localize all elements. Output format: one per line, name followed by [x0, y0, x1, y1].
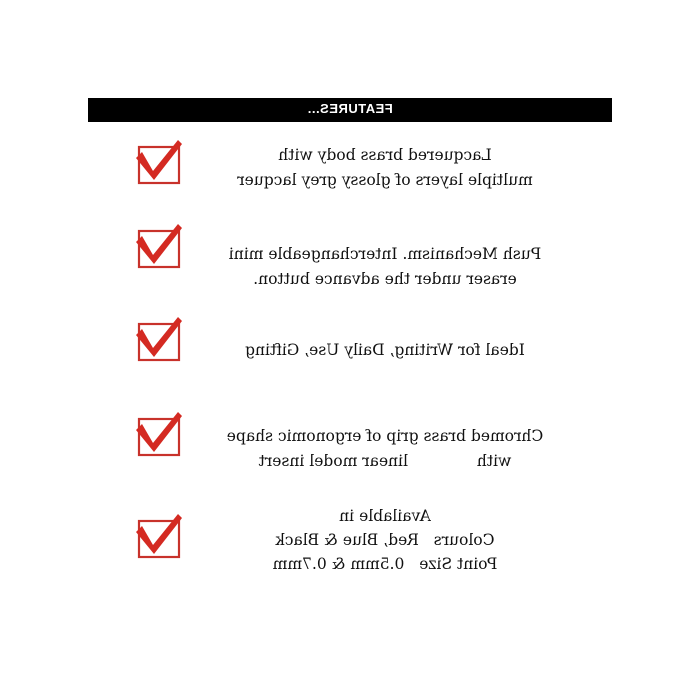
feature-description [200, 338, 570, 363]
feature-line: Point Size 0.5mm & 0.7mm [272, 555, 498, 573]
feature-description [200, 242, 570, 292]
feature-line: Available in [339, 507, 431, 525]
checkmark-icon [134, 222, 184, 270]
feature-description [200, 424, 570, 474]
feature-line: eraser under the advance button. [253, 270, 517, 288]
checkmark-icon [134, 512, 184, 560]
checkmark-icon [134, 315, 184, 363]
feature-line: Colours Red, Blue & Black [275, 531, 495, 549]
feature-line: multiple layers of glossy grey lacquer [237, 171, 533, 189]
feature-line: Push Mechanism. Interchangeable mini [228, 245, 542, 263]
feature-line: Ideal for Writing, Daily Use, Gifting [245, 341, 525, 359]
checkmark-icon [134, 410, 184, 458]
checkmark-icon [134, 138, 184, 186]
feature-line: Lacquered brass body with [278, 146, 492, 164]
feature-description [200, 143, 570, 193]
feature-line: Chromed brass grip of ergonomic shape [226, 427, 544, 445]
feature-line: with linear model insert [258, 452, 512, 470]
features-header-bar [88, 98, 612, 122]
feature-description [200, 504, 570, 576]
features-heading: FEATURES... [307, 101, 393, 116]
